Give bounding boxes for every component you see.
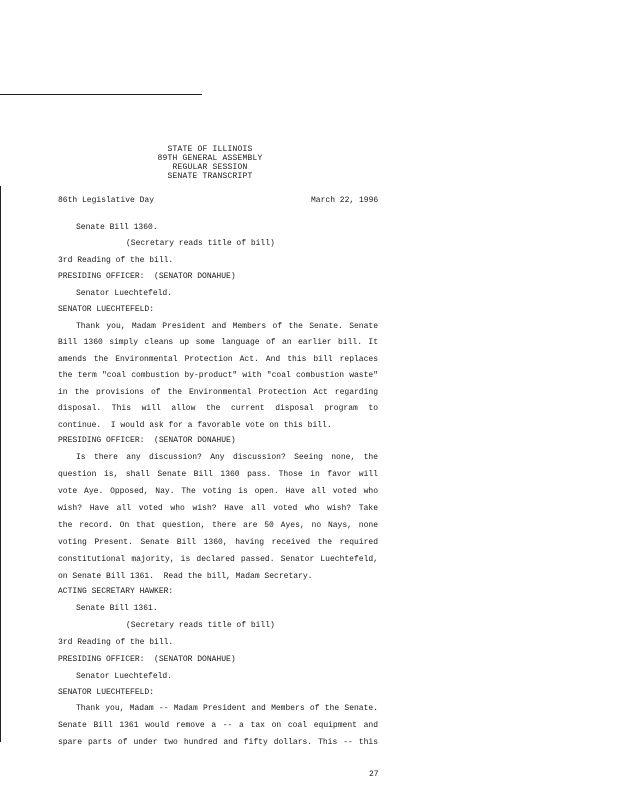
transcript-line: Senator Luechtefeld. [76, 672, 173, 681]
transcript-line: on Senate Bill 1361. Read the bill, Madam Secretary. [58, 572, 313, 581]
transcript-line: 3rd Reading of the bill. [58, 256, 174, 265]
transcript-line: Is there any discussion? Any discussion? Seeing none, the [76, 453, 378, 462]
transcript-line: disposal. This will allow the current disposal program to [58, 404, 378, 413]
transcript-line: constitutional majority, is declared passed. Senator Luechtefeld, [58, 555, 378, 564]
transcript-line: 3rd Reading of the bill. [58, 638, 174, 647]
transcript-line: voting Present. Senate Bill 1360, having received the required [58, 538, 378, 547]
legislative-day: 86th Legislative Day [58, 196, 155, 205]
page-number: 27 [369, 770, 379, 779]
header-session: REGULAR SESSION [172, 163, 248, 172]
left-margin-rule [0, 186, 1, 742]
top-rule [0, 94, 202, 95]
transcript-line: spare parts of under two hundred and fifty dollars. This -- this [58, 738, 378, 747]
speaker-line: PRESIDING OFFICER: (SENATOR DONAHUE) [58, 655, 236, 664]
header-assembly: 89TH GENERAL ASSEMBLY [157, 154, 263, 163]
transcript-line: (Secretary reads title of bill) [126, 621, 275, 630]
speaker-line: SENATOR LUECHTEFELD: [58, 305, 155, 314]
speaker-line: SENATOR LUECHTEFELD: [58, 688, 155, 697]
transcript-line: amends the Environmental Protection Act. And this bill replaces [58, 355, 378, 364]
transcript-line: question is, shall Senate Bill 1360 pass. Those in favor will [58, 470, 378, 479]
transcript-line: Bill 1360 simply cleans up some language of an earlier bill. It [58, 338, 378, 347]
transcript-line: Senate Bill 1360. [76, 223, 158, 232]
transcript-line: continue. I would ask for a favorable vote on this bill. [58, 421, 332, 430]
transcript-line: Thank you, Madam -- Madam President and Members of the Senate. [76, 704, 378, 713]
transcript-line: the term "coal combustion by-product" with "coal combustion waste" [58, 371, 378, 380]
speaker-line: PRESIDING OFFICER: (SENATOR DONAHUE) [58, 436, 236, 445]
transcript-line: Senate Bill 1361. [76, 604, 158, 613]
speaker-line: ACTING SECRETARY HAWKER: [58, 587, 174, 596]
transcript-line: in the provisions of the Environmental Protection Act regarding [58, 388, 378, 397]
speaker-line: PRESIDING OFFICER: (SENATOR DONAHUE) [58, 272, 236, 281]
transcript-line: Senator Luechtefeld. [76, 289, 173, 298]
transcript-line: Senate Bill 1361 would remove a -- a tax on coal equipment and [58, 721, 378, 730]
transcript-line: vote Aye. Opposed, Nay. The voting is open. Have all voted who [58, 487, 378, 496]
transcript-line: Thank you, Madam President and Members of the Senate. Senate [76, 322, 378, 331]
header-state: STATE OF ILLINOIS [167, 145, 253, 154]
document-header [120, 145, 300, 181]
transcript-line: (Secretary reads title of bill) [126, 239, 275, 248]
header-transcript: SENATE TRANSCRIPT [167, 172, 253, 181]
transcript-line: wish? Have all voted who wish? Have all voted who wish? Take [58, 504, 378, 513]
session-date: March 22, 1996 [311, 196, 379, 205]
transcript-line: the record. On that question, there are 50 Ayes, no Nays, none [58, 521, 378, 530]
